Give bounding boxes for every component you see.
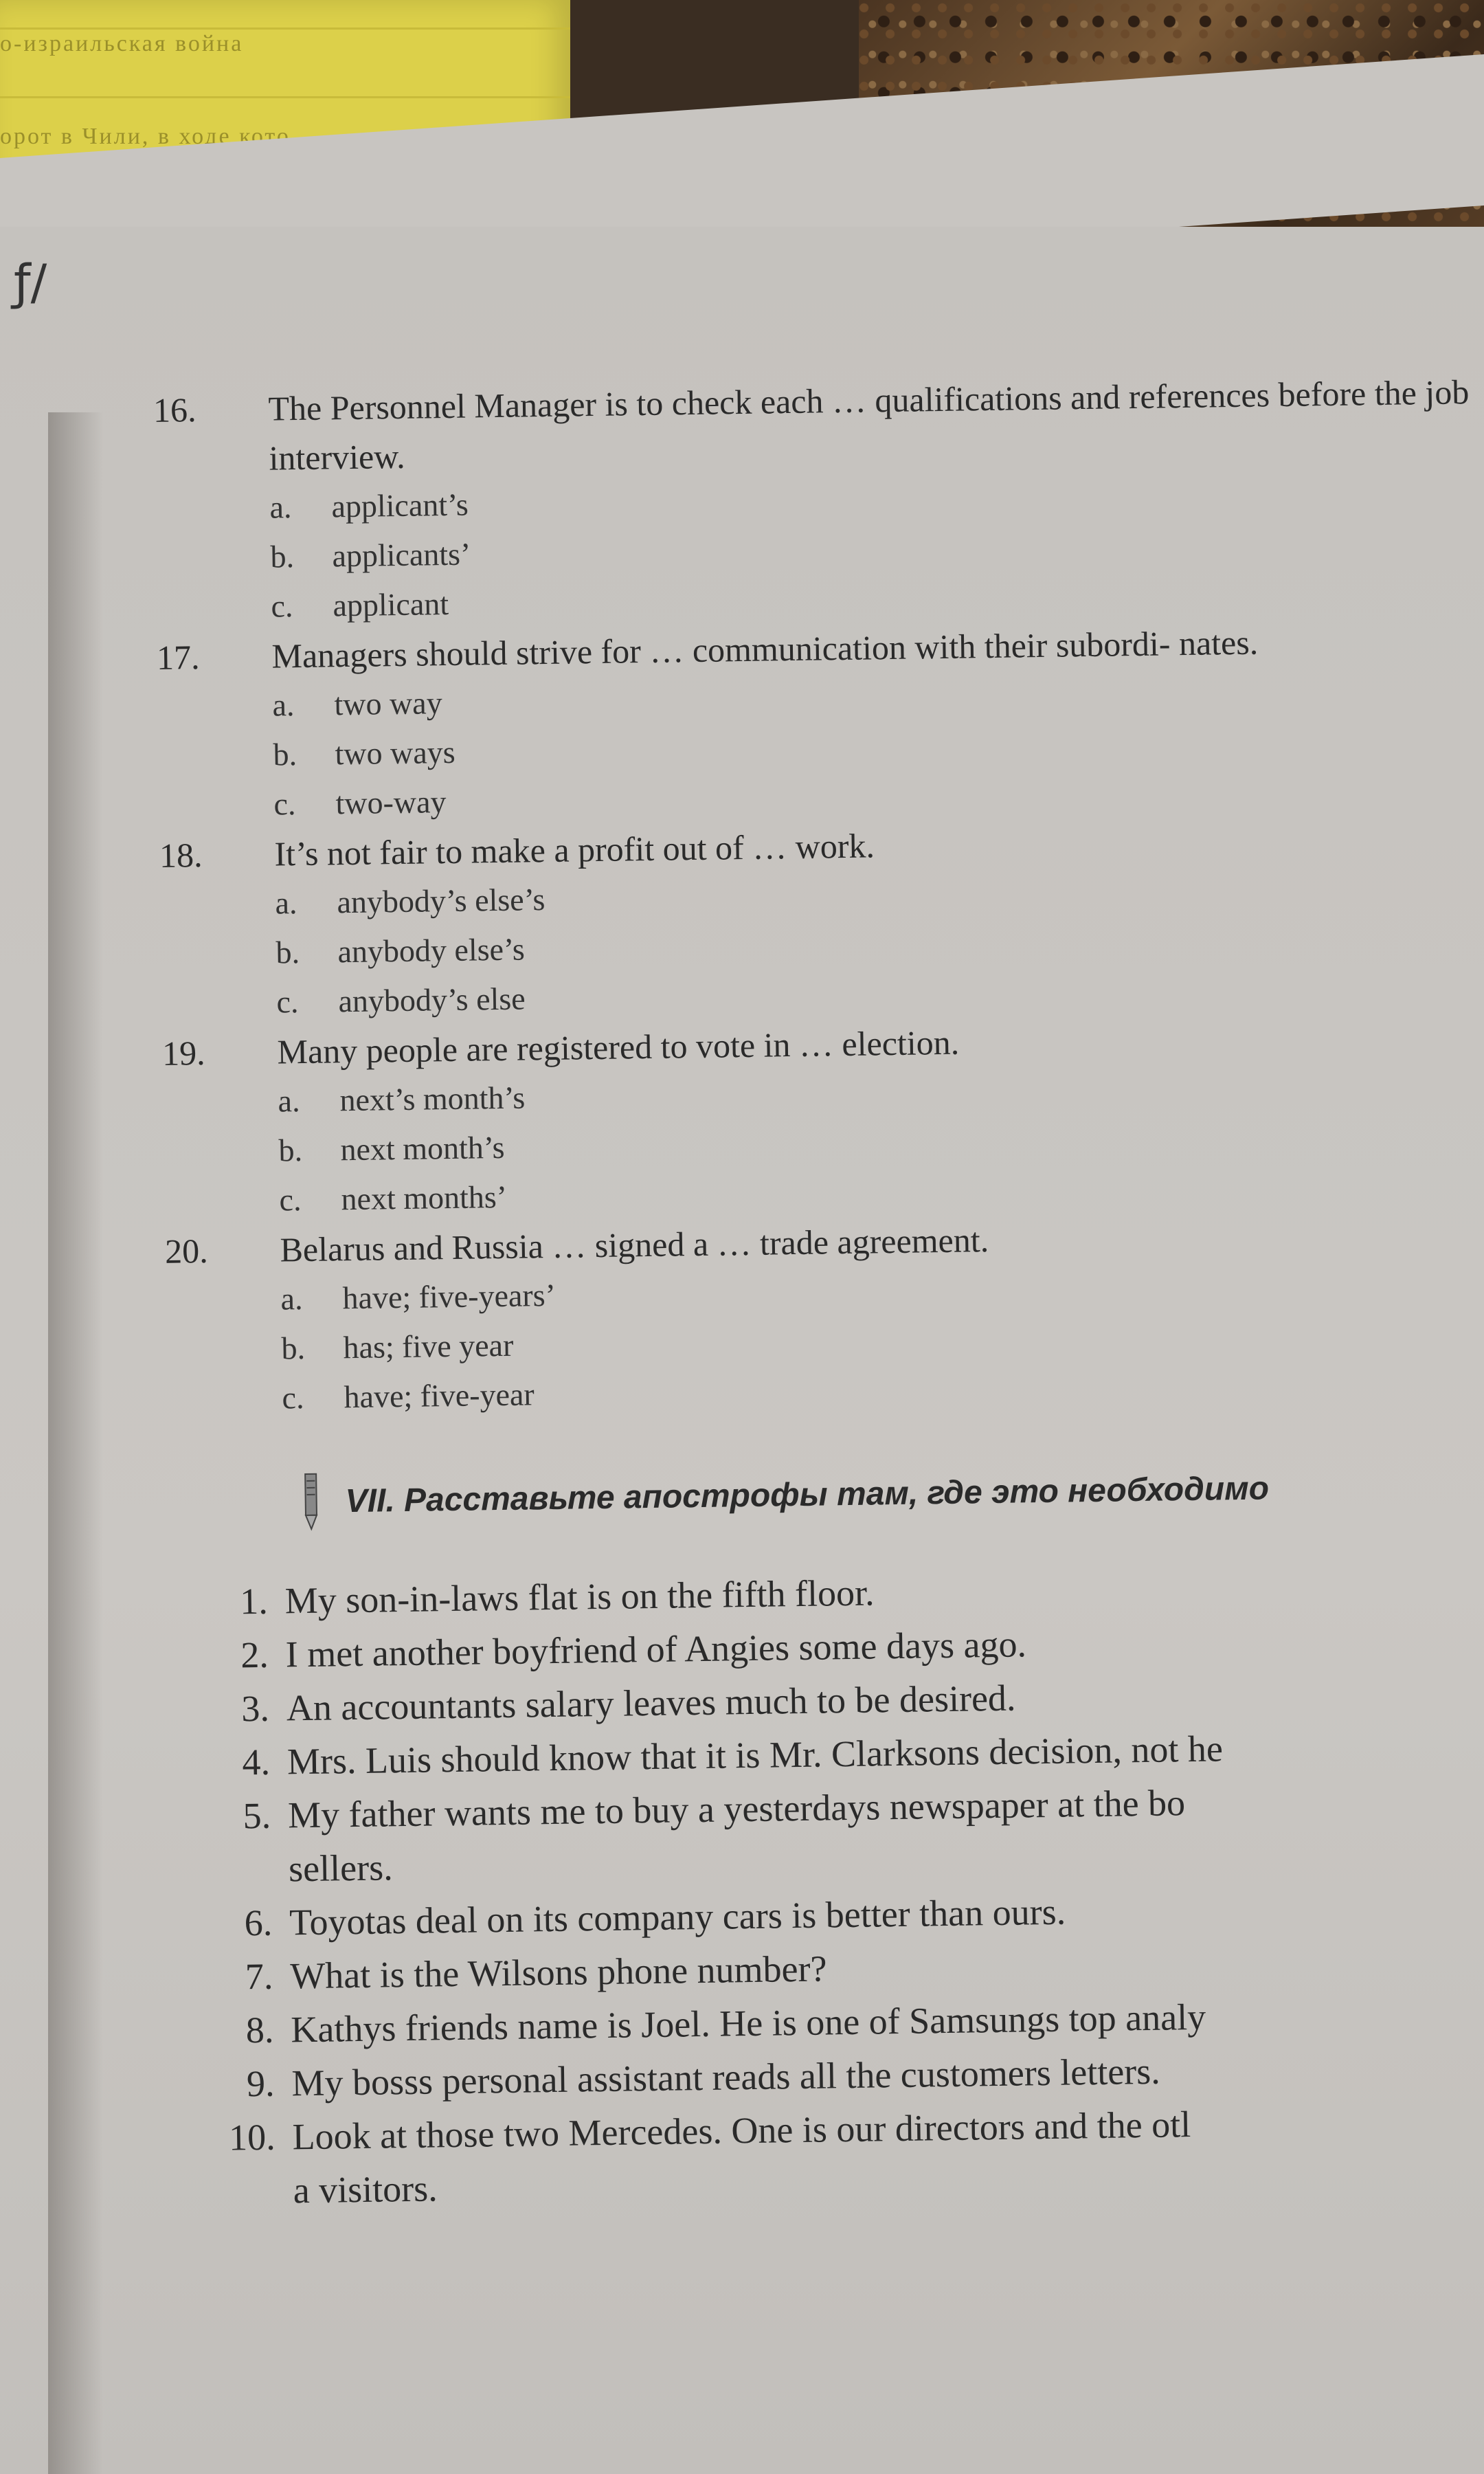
option-letter: c. bbox=[282, 1380, 304, 1416]
exercise-text: My son-in-laws flat is on the fifth floor. bbox=[284, 1572, 875, 1622]
exercise-number: 2. bbox=[240, 1634, 269, 1676]
exercise-number: 6. bbox=[244, 1902, 273, 1944]
option-letter: a. bbox=[272, 687, 295, 723]
option-letter: c. bbox=[279, 1182, 302, 1218]
yellow-page-rule bbox=[0, 96, 570, 98]
option-letter: b. bbox=[273, 737, 297, 772]
question-18 bbox=[159, 812, 1484, 1028]
exercise-number: 3. bbox=[240, 1687, 270, 1730]
option-letter: b. bbox=[278, 1133, 303, 1168]
option-text: next’s month’s bbox=[339, 1080, 526, 1118]
exercise-continuation: sellers. bbox=[288, 1847, 394, 1890]
spine-shadow bbox=[48, 412, 103, 2474]
exercise-number: 4. bbox=[242, 1741, 271, 1783]
option-text: has; five year bbox=[343, 1327, 514, 1366]
option-letter: a. bbox=[275, 885, 297, 921]
yellow-page-text: о-израильская война bbox=[0, 31, 244, 56]
exercise-list bbox=[216, 1557, 1484, 2218]
question-number: 18. bbox=[159, 836, 203, 875]
option-letter: b. bbox=[281, 1330, 306, 1366]
option-text: next month’s bbox=[340, 1129, 505, 1168]
yellow-page-rule bbox=[0, 27, 570, 30]
exercise-number: 8. bbox=[245, 2009, 274, 2051]
option-text: applicant bbox=[333, 586, 449, 623]
exercise-number: 1. bbox=[239, 1580, 269, 1623]
page-content bbox=[153, 367, 1484, 2218]
option-text: two way bbox=[334, 685, 442, 722]
question-text bbox=[153, 367, 1479, 484]
exercise-continuation: a visitors. bbox=[293, 2167, 438, 2211]
question-stem: Many people are registered to vote in … election. bbox=[277, 1023, 960, 1071]
exercise-text: I met another boyfriend of Angies some days ago. bbox=[285, 1623, 1027, 1675]
option-text: applicant’s bbox=[331, 487, 469, 524]
yellow-page-text: орот в Чили, в ходе кото bbox=[0, 124, 291, 149]
question-20 bbox=[164, 1208, 1484, 1424]
option-letter: c. bbox=[276, 984, 299, 1020]
option-text: have; five-year bbox=[344, 1377, 535, 1415]
option-letter: a. bbox=[278, 1083, 300, 1119]
exercise-number: 9. bbox=[246, 2062, 275, 2105]
option-text: two-way bbox=[335, 784, 447, 821]
exercise-text: My bosss personal assistant reads all the customers letters. bbox=[291, 2050, 1161, 2104]
option-letter: c. bbox=[273, 786, 296, 822]
option-text: anybody’s else bbox=[338, 981, 526, 1019]
option-letter: a. bbox=[269, 489, 292, 525]
question-stem: The Personnel Manager is to check each … qualifications and references before the job interview. bbox=[268, 372, 1470, 478]
option-text: anybody else’s bbox=[337, 931, 525, 970]
question-16 bbox=[153, 367, 1481, 632]
option-text: anybody’s else’s bbox=[337, 882, 546, 920]
option-letter: b. bbox=[270, 539, 295, 575]
exercise-text: Look at those two Mercedes. One is our directors and the otl bbox=[292, 2104, 1191, 2158]
question-number: 16. bbox=[153, 390, 196, 430]
question-number: 19. bbox=[161, 1033, 205, 1073]
option-text: two ways bbox=[335, 734, 456, 772]
exercise-text: Mrs. Luis should know that it is Mr. Clarksons decision, not he bbox=[286, 1728, 1224, 1783]
option-text: next months’ bbox=[341, 1179, 508, 1217]
section-heading bbox=[297, 1454, 1484, 1533]
exercise-number: 10. bbox=[228, 2116, 276, 2159]
exercise-number: 5. bbox=[243, 1794, 271, 1837]
exercise-text: An accountants salary leaves much to be desired. bbox=[286, 1677, 1016, 1729]
handwritten-scribble: ƒ/ bbox=[14, 254, 47, 311]
option-letter: a. bbox=[280, 1281, 303, 1317]
question-number: 20. bbox=[164, 1231, 208, 1271]
question-17 bbox=[156, 614, 1483, 830]
question-stem: It’s not fair to make a profit out of … work. bbox=[274, 826, 875, 873]
exercise-text: Kathys friends name is Joel. He is one of Samsungs top analy bbox=[291, 1996, 1206, 2051]
question-stem: Managers should strive for … communication with their subordi- nates. bbox=[271, 623, 1259, 676]
option-letter: b. bbox=[276, 935, 300, 970]
question-19 bbox=[161, 1010, 1484, 1226]
exercise-text: My father wants me to buy a yesterdays newspaper at the bo bbox=[287, 1782, 1186, 1836]
exercise-number: 7. bbox=[245, 1955, 273, 1998]
pencil-icon bbox=[297, 1471, 325, 1533]
option-text: have; five-years’ bbox=[342, 1277, 556, 1316]
section-title-text: VII. Расставьте апострофы там, где это необходимо bbox=[345, 1469, 1270, 1519]
question-number: 17. bbox=[156, 638, 200, 677]
exercise-text: Toyotas deal on its company cars is better than ours. bbox=[289, 1891, 1066, 1943]
question-stem: Belarus and Russia … signed a … trade agreement. bbox=[280, 1221, 989, 1269]
option-letter: c. bbox=[271, 588, 293, 624]
option-text: applicants’ bbox=[332, 536, 471, 574]
exercise-text: What is the Wilsons phone number? bbox=[289, 1948, 827, 1997]
